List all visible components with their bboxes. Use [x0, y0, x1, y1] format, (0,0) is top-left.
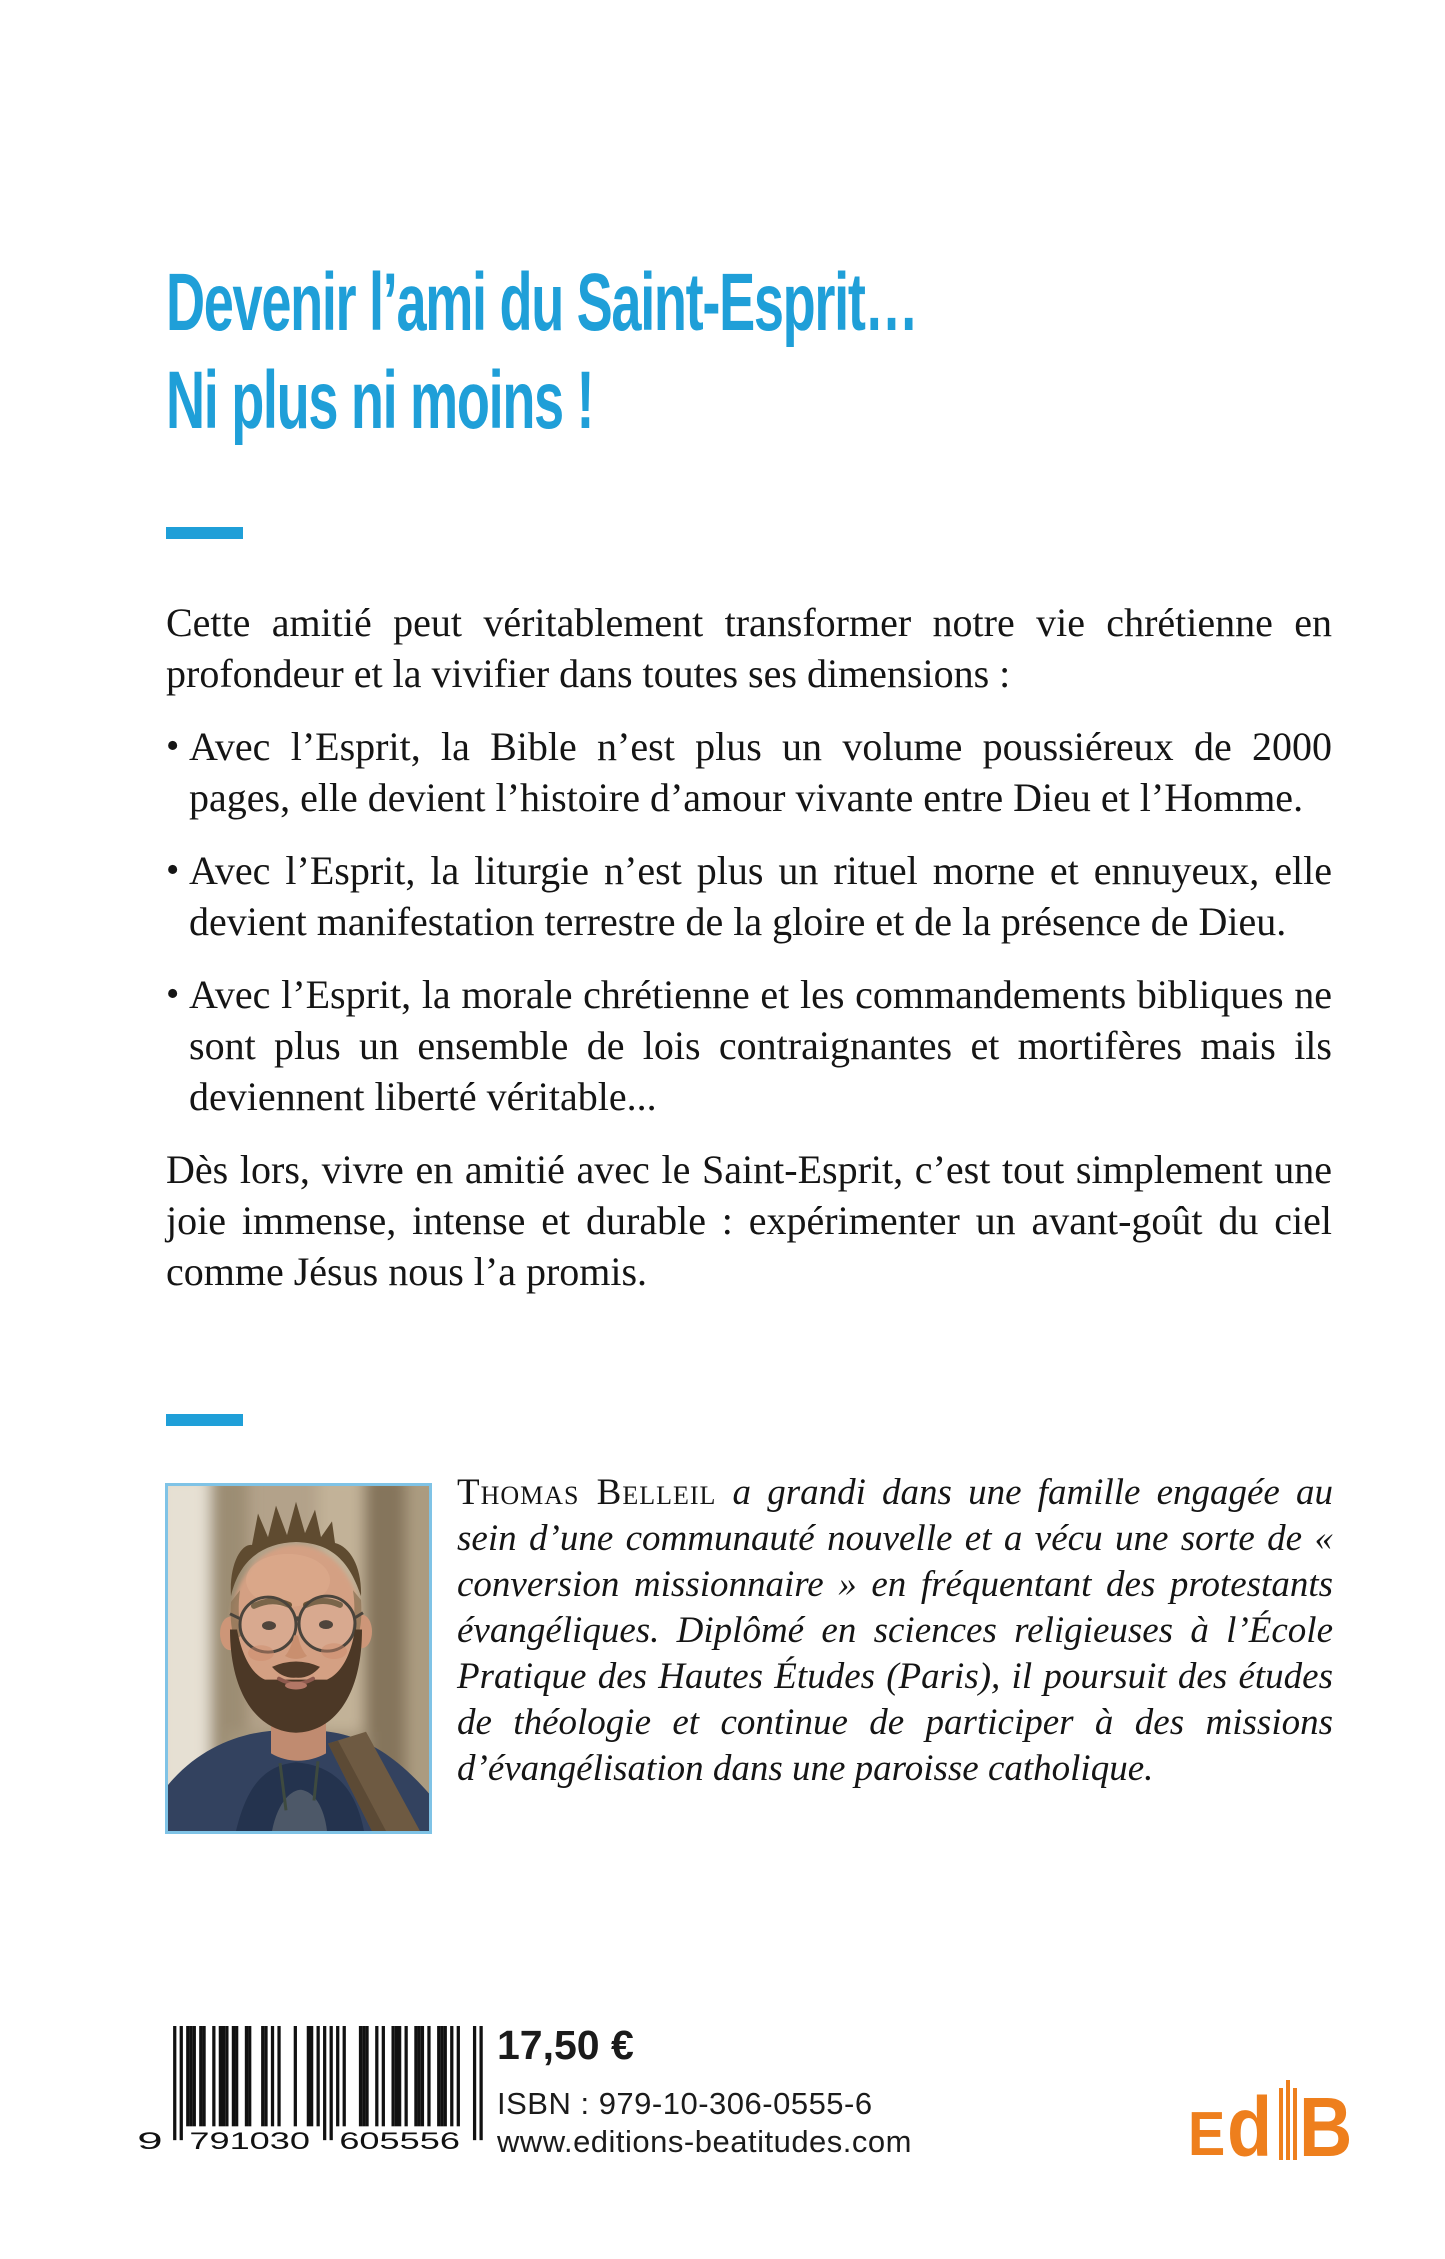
logo-letter-e: E: [1188, 2100, 1226, 2170]
accent-dash-author: [166, 1414, 243, 1426]
bullet-item-liturgie: • Avec l’Esprit, la liturgie n’est plus un rituel morne et ennuyeux, elle devient manifestation terrestre de la gloire et de la présence de Dieu.: [166, 845, 1332, 947]
isbn: ISBN : 979-10-306-0555-6: [497, 2086, 873, 2121]
price: 17,50 €: [497, 2022, 634, 2068]
conclusion-paragraph: Dès lors, vivre en amitié avec le Saint-Esprit, c’est tout simplement une joie immense, intense et durable : expérimenter un avant-goût du ciel comme Jésus nous l’a promis.: [166, 1147, 1332, 1294]
author-portrait-illustration: [168, 1486, 429, 1831]
author-photo: [165, 1483, 432, 1834]
title-line-1: Devenir l’ami du Saint-Esprit…: [166, 257, 918, 348]
intro-paragraph: Cette amitié peut véritablement transformer notre vie chrétienne en profondeur et la vivifier dans toutes ses dimensions :: [166, 600, 1332, 696]
author-name: Thomas Belleil: [457, 1472, 717, 1513]
svg-text:9: 9: [137, 2126, 163, 2154]
title-line-2: Ni plus ni moins !: [166, 355, 594, 446]
logo-letter-b: B: [1298, 2080, 1353, 2175]
logo-letter-d: d: [1227, 2080, 1273, 2175]
barcode: [134, 2026, 486, 2154]
barcode-ean13: [134, 2026, 486, 2154]
publisher-logo-edb: [1188, 2080, 1359, 2175]
author-bio: [457, 1470, 1333, 1792]
svg-text:605556: 605556: [339, 2126, 460, 2154]
author-bio-text: a grandi dans une famille engagée au sein d’une communauté nouvelle et a vécu une sorte de « conversion missionnaire » en fréquentant des protestants évangéliques. Diplômé en sciences religieuses à l’École Pratique des Hautes Études (Paris), il poursuit des études de théologie et continue de participer à des missions d’évangélisation dans une paroisse catholique.: [457, 1472, 1333, 1789]
page-title: [166, 254, 917, 450]
publisher-website: www.editions-beatitudes.com: [497, 2124, 912, 2159]
svg-text:791030: 791030: [189, 2126, 310, 2154]
back-cover-text: [166, 597, 1332, 1297]
logo-book-spine-bars: [1279, 2080, 1297, 2160]
bullet-item-bible: • Avec l’Esprit, la Bible n’est plus un volume poussiéreux de 2000 pages, elle devient l’histoire d’amour vivante entre Dieu et l’Homme.: [166, 721, 1332, 823]
accent-dash-top: [166, 527, 243, 539]
bullet-item-morale: • Avec l’Esprit, la morale chrétienne et les commandements bibliques ne sont plus un ensemble de lois contraignantes et mortifères mais ils deviennent liberté véritable...: [166, 969, 1332, 1122]
